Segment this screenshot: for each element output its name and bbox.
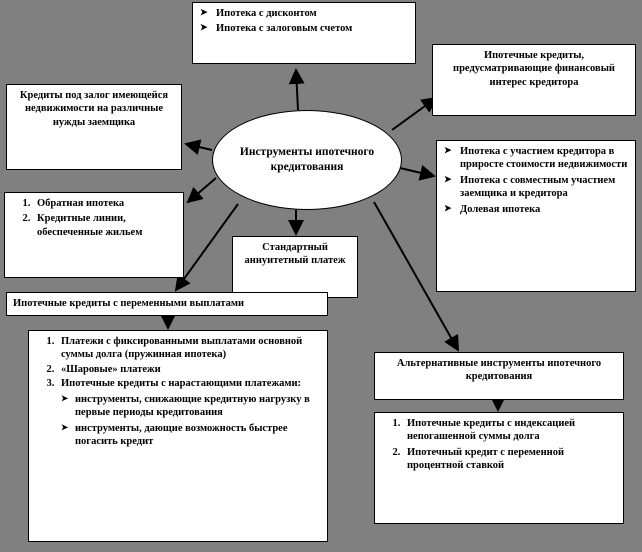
node-discount-mortgage xyxy=(192,2,416,64)
node-standard-annuity-payment xyxy=(232,236,358,298)
node-pledge-existing-property xyxy=(6,84,182,170)
node-variable-payments-title-text: Ипотечные кредиты с переменными выплатами xyxy=(13,298,245,309)
node-variable-payments-list xyxy=(35,335,321,449)
node-center-title-text: Инструменты ипотечного кредитования xyxy=(239,146,375,173)
node-discount-mortgage-list xyxy=(199,7,409,36)
node-variable-payments-body xyxy=(28,330,328,542)
list-item: ➤ Долевая ипотека xyxy=(443,203,629,216)
sub-list-item: ➤ инструменты, снижающие кредитную нагрузку в первые периоды кредитования xyxy=(61,393,321,420)
node-center-title xyxy=(212,110,402,210)
list-item: 2. Кредитные линии, обеспеченные жильем xyxy=(33,212,177,239)
list-item: ➤ Ипотека с дисконтом xyxy=(199,7,409,20)
list-item: ➤ Ипотека с участием кредитора в приросте стоимости недвижимости xyxy=(443,145,629,172)
node-standard-annuity-payment-text: Стандартный аннуитетный платеж xyxy=(244,242,346,267)
list-item: 1. Платежи с фиксированными выплатами основной суммы долга (пружинная ипотека) xyxy=(57,335,321,362)
list-item: 2. «Шаровые» платежи xyxy=(57,363,321,376)
list-item-text: Ипотечные кредиты с нарастающими платежами: xyxy=(61,378,302,390)
list-item: 1. Обратная ипотека xyxy=(33,197,177,210)
node-lender-financial-interest-text: Ипотечные кредиты, предусматривающие финансовый интерес кредитора xyxy=(453,50,615,88)
list-item: ➤ Ипотека с совместным участием заемщика и кредитора xyxy=(443,174,629,201)
sub-list-item: ➤ инструменты, дающие возможность быстрее погасить кредит xyxy=(61,422,321,449)
node-participation-mortgages xyxy=(436,140,636,292)
list-item xyxy=(57,377,321,448)
node-variable-payments-sublist xyxy=(61,393,321,449)
node-alternative-instruments-body xyxy=(374,412,624,524)
node-reverse-mortgage xyxy=(4,192,184,278)
node-alternative-instruments-title xyxy=(374,352,624,400)
node-lender-financial-interest xyxy=(432,44,636,116)
node-participation-mortgages-list xyxy=(443,145,629,216)
list-item: 1. Ипотечные кредиты с индексацией непогашенной суммы долга xyxy=(403,417,617,444)
list-item: ➤ Ипотека с залоговым счетом xyxy=(199,22,409,35)
node-pledge-existing-property-text: Кредиты под залог имеющейся недвижимости на различные нужды заемщика xyxy=(19,90,169,128)
list-item: 2. Ипотечный кредит с переменной процентной ставкой xyxy=(403,446,617,473)
node-reverse-mortgage-list xyxy=(11,197,177,239)
node-variable-payments-title xyxy=(6,292,328,316)
node-alternative-instruments-list xyxy=(381,417,617,473)
node-alternative-instruments-title-text: Альтернативные инструменты ипотечного кредитования xyxy=(396,358,602,383)
